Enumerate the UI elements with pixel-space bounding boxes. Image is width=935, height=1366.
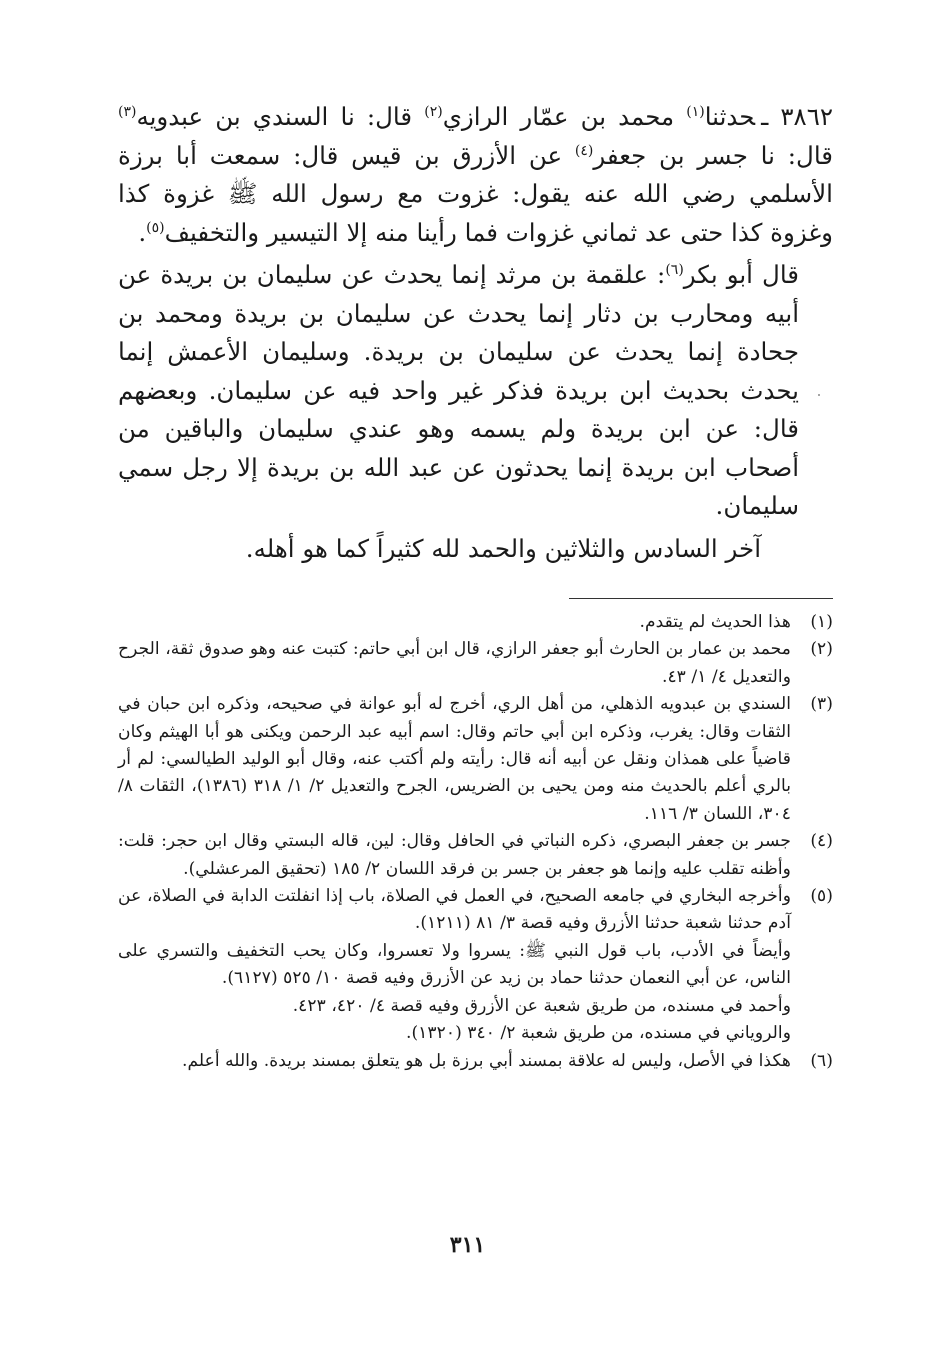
footnote-label: (٥) <box>810 886 833 907</box>
footnote-text: وأحمد في مسنده، من طريق شعبة عن الأزرق وفيه قصة ٤/ ٤٢٠، ٤٢٣. <box>292 995 791 1016</box>
hadith-paragraph <box>118 98 833 252</box>
footnote-1 <box>118 609 833 636</box>
footnote-ref-4[interactable]: (٤) <box>574 142 594 159</box>
footnote-text: هكذا في الأصل، وليس له علاقة بمسند أبي برزة بل هو يتعلق بمسند بريدة. والله أعلم. <box>182 1050 791 1071</box>
footnote-text: هذا الحديث لم يتقدم. <box>639 612 791 632</box>
footnote-text: جسر بن جعفر البصري، ذكره النباتي في الحافل وقال: لين، قاله البستي وقال ابن حجر: قلت: وأظنه تقلب عليه وإنما هو جعفر بن جسر بن فرقد اللسان ٢/ ١٨٥ (تحقيق المرعشلي). <box>118 831 791 879</box>
footnote-divider <box>569 598 833 599</box>
hadith-text: قال: نا جسر بن جعفر <box>593 140 833 170</box>
footnote-text: وأيضاً في الأدب، باب قول النبي ﷺ: يسروا ولا تعسروا، وكان يحب التخفيف والتسري على الناس، عن أبي النعمان حدثنا حماد بن زيد عن الأزرق وفيه قصة ١٠/ ٥٢٥ (٦١٢٧). <box>118 940 791 989</box>
hadith-text: قال: نا السندي بن عبدويه <box>136 102 425 131</box>
commentary-paragraph <box>118 256 833 526</box>
footnote-text: محمد بن عمار بن الحارث أبو جعفر الرازي، قال ابن أبي حاتم: كتبت عنه وهو صدوق ثقة، الجرح والتعديل ٤/ ١/ ٤٣. <box>118 639 791 687</box>
footnote-text: والروياني في مسنده، من طريق شعبة ٢/ ٣٤٠ (١٣٢٠). <box>406 1023 791 1044</box>
main-text <box>118 98 833 568</box>
footnote-5 <box>118 883 833 1047</box>
footnote-6 <box>118 1048 833 1075</box>
hadith-text: . <box>138 217 147 247</box>
footnote-label: (١) <box>810 612 833 632</box>
page-body <box>118 98 833 1075</box>
closing-line: آخر السادس والثلاثين والحمد لله كثيراً كما هو أهله. <box>245 533 761 563</box>
hadith-number: ٣٨٦٢ ـ <box>761 102 834 131</box>
footnote-ref-2[interactable]: (٢) <box>424 103 443 120</box>
footnote-label: (٤) <box>810 831 833 852</box>
footnote-ref-6[interactable]: (٦) <box>665 261 684 278</box>
footnote-4 <box>118 828 833 883</box>
footnote-label: (٢) <box>810 639 833 660</box>
footnote-ref-5[interactable]: (٥) <box>146 219 165 236</box>
hadith-text: محمد بن عمّار الرازي <box>442 102 687 131</box>
footnote-text: السندي بن عبدويه الذهلي، من أهل الري، أخرج له أبو عوانة في صحيحه، وذكره ابن حبان في الثقات وقال: يغرب، وذكره ابن أبي حاتم وقال: اسم أبيه عبد الرحمن ويكنى هو أبا الهيثم وكان قاضياً على همذان ونقل عن أبيه أنه قال: رأيته ولم أكتب عنه، وقال أبو الوليد الطيالسي: لم أر بالري أعلم بالحديث منه ومن يحيى بن الضريس، الجرح والتعديل ٢/ ١/ ٣١٨ (١٣٨٦)، الثقات ٨/ ٣٠٤، اللسان ٣/ ١١٦. <box>118 694 791 824</box>
footnote-ref-1[interactable]: (١) <box>686 103 705 120</box>
footnote-label: (٣) <box>810 694 833 715</box>
hadith-text: عن الأزرق بن قيس قال: سمعت أبا برزة الأسلمي رضي الله عنه يقول: غزوت مع رسول الله ﷺ غزوة كذا وغزوة كذا حتى عد ثماني غزوات فما رأينا منه إلا التيسير والتخفيف <box>118 140 833 247</box>
footnotes <box>118 609 833 1075</box>
commentary-text: قال أبو بكر <box>683 260 800 289</box>
footnote-label: (٦) <box>810 1050 833 1071</box>
footnote-3 <box>118 691 833 828</box>
hadith-text: حدثنا <box>704 102 756 131</box>
footnote-2 <box>118 636 833 691</box>
commentary-text: : علقمة بن مرثد إنما يحدث عن سليمان بن بريدة عن أبيه ومحارب بن دثار إنما يحدث عن سليمان بن بريدة ومحمد بن جحادة إنما يحدث عن سليمان بن بريدة. وسليمان الأعمش إنما يحدث بحديث ابن بريدة فذكر غير واحد فيه عن سليمان. وبعضهم قال: عن ابن بريدة ولم يسمه وهو عندي سليمان والباقين من أصحاب ابن بريدة إنما يحدثون عن عبد الله بن بريدة إلا رجل سمي سليمان. <box>118 260 799 520</box>
page-number: ٣١١ <box>449 1232 486 1258</box>
footnote-ref-3[interactable]: (٣) <box>118 103 137 120</box>
scan-speck <box>818 394 820 396</box>
footnote-text: وأخرجه البخاري في جامعه الصحيح، في العمل في الصلاة، باب إذا انفلتت الدابة في الصلاة، عن آدم حدثنا شعبة حدثنا الأزرق وفيه قصة ٣/ ٨١ (١٢١١). <box>118 886 791 934</box>
